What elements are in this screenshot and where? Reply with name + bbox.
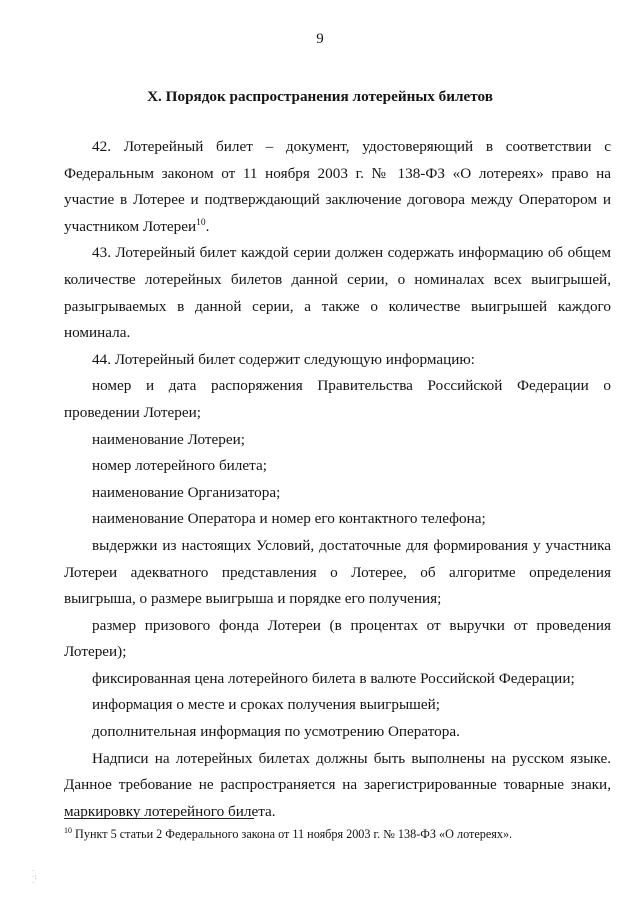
- list-item-ticket-number: номер лотерейного билета;: [92, 457, 267, 475]
- list-item-operator: наименование Оператора и номер его контактного телефона;: [92, 510, 486, 528]
- footnote: [64, 826, 611, 842]
- list-item-price: фиксированная цена лотерейного билета в валюте Российской Федерации;: [92, 669, 575, 687]
- section-heading: X. Порядок распространения лотерейных билетов: [147, 88, 493, 105]
- list-item-prize-fund: размер призового фонда Лотереи (в процентах от выручки от проведения Лотереи);: [64, 616, 611, 661]
- list-item-additional-info: дополнительная информация по усмотрению Оператора.: [92, 723, 460, 741]
- list-item-organizer: наименование Организатора;: [92, 483, 281, 501]
- page-number: 9: [316, 31, 324, 47]
- list-item-prize-info: информация о месте и сроках получения выигрышей;: [92, 696, 440, 714]
- paragraph-language: Надписи на лотерейных билетах должны быть выполнены на русском языке. Данное требование не распространяется на зарегистрированные товарные знаки, маркировку лотерейного билета.: [64, 749, 611, 820]
- footnote-text: Пункт 5 статьи 2 Федерального закона от 11 ноября 2003 г. № 138-ФЗ «О лотереях».: [72, 827, 513, 841]
- footnote-reference: 10: [196, 217, 206, 228]
- paragraph-text: 42. Лотерейный билет – документ, удостоверяющий в соответствии с Федеральным законом от 11 ноября 2003 г. № 138-ФЗ «О лотереях» право на участие в Лотерее и подтверждающий заключение договора между Оператором и участником Лотереи: [64, 138, 611, 235]
- footnote-marker: 10: [64, 826, 72, 835]
- list-item-lottery-name: наименование Лотереи;: [92, 430, 245, 448]
- paragraph-42: [64, 134, 611, 240]
- scan-artifact: · ·: ·: [32, 867, 37, 887]
- footnote-divider: [64, 818, 254, 819]
- list-item-conditions: выдержки из настоящих Условий, достаточные для формирования у участника Лотереи адекватного представления о Лотерее, об алгоритме определения выигрыша, о размере выигрыша и порядке его получения;: [64, 536, 611, 608]
- paragraph-43: 43. Лотерейный билет каждой серии должен содержать информацию об общем количестве лотерейных билетов данной серии, о номиналах всех выигрышей, разыгрываемых в данной серии, а также о количестве выигрышей каждого номинала.: [64, 244, 611, 342]
- paragraph-tail: .: [205, 217, 210, 235]
- paragraph-44: 44. Лотерейный билет содержит следующую информацию:: [92, 350, 475, 368]
- list-item-order: номер и дата распоряжения Правительства Российской Федерации о проведении Лотереи;: [64, 377, 611, 421]
- document-body: [64, 134, 611, 825]
